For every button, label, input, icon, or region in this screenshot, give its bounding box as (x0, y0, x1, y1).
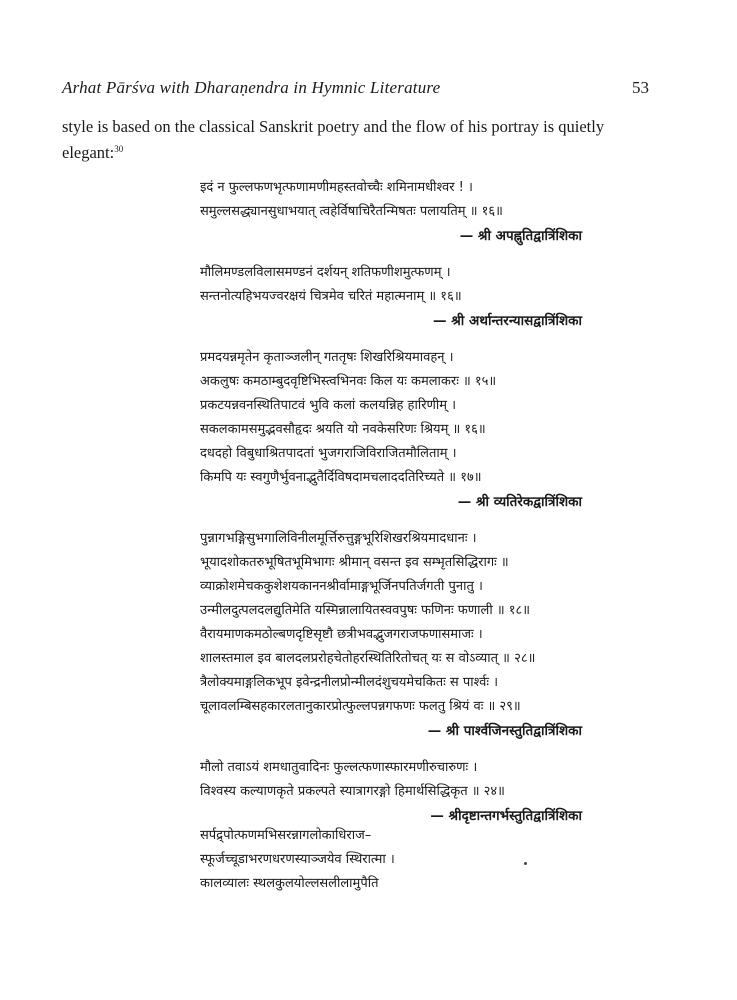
page-header (62, 78, 649, 102)
stanza-line: चूलावलम्बिसहकारलतानुकारप्रोत्फुल्लपन्नगफणः फलतु श्रियं वः ॥ २९॥ (200, 699, 521, 714)
intro-paragraph (62, 116, 662, 164)
stanza-line: सकलकामसमुद्भवसौहृदः श्रयति यो नवकेसरिणः श्रियम् ॥ १६॥ (200, 422, 486, 437)
stanza-line: इदं न फुल्लफणभृत्फणामणीमहस्तवोच्चैः शमिनामधीश्वर ! । (200, 180, 473, 195)
stanza-line: प्रमदयन्नमृतेन कृताञ्जलीन् गततृषः शिखरिश्रियमावहन् । (200, 350, 454, 365)
stanza-attribution: — श्री अर्थान्तरन्यासद्वात्रिंशिका (433, 313, 582, 329)
stanza-line: मौलिमण्डलविलासमण्डनं दर्शयन् शतिफणीशमुत्फणम् । (200, 265, 451, 280)
stanza-drishtantagarbha (200, 756, 620, 828)
stanza-arthantaranyasa (200, 261, 620, 333)
stanza-line: मौलो तवाऽयं शमधातुवादिनः फुल्लत्फणास्फारमणीरुचारुणः । (200, 760, 478, 775)
stanza-attribution: — श्रीदृष्टान्तगर्भस्तुतिद्वात्रिंशिका (430, 808, 582, 824)
stanza-line: किमपि यः स्वगुणैर्भुवनाद्भुतैर्दिविषदामचलाददतिरिच्यते ॥ १७॥ (200, 470, 482, 485)
stanza-line: त्रैलोक्यमाङ्गलिकभूप इवेन्द्रनीलप्रोन्मीलदंशुचयमेचकितः स पार्श्वः । (200, 675, 499, 690)
stanza-line: व्याक्रोशमेचककुशेशयकाननश्रीर्वामाङ्गभूर्जिनपतिर्जगती पुनातु । (200, 579, 483, 594)
page-number: 53 (632, 78, 649, 97)
stanza-line: वैरायमाणकमठोल्बणदृष्टिसृष्टौ छत्रीभवद्भुजगराजफणासमाजः । (200, 627, 483, 642)
stanza-attribution: — श्री व्यतिरेकद्वात्रिंशिका (457, 494, 582, 510)
stanza-line: कालव्यालः स्थलकुलयोल्लसलीलामुपैति (200, 876, 379, 891)
stanza-line: स्फूर्जच्चूडाभरणधरणस्याञ्जयेव स्थिरात्मा । (200, 852, 395, 867)
stanza-line: शालस्तमाल इव बालदलप्ररोहचेतोहरस्थितिरितोचत् यः स वोऽव्यात् ॥ २८॥ (200, 651, 536, 666)
stanza-line: अकलुषः कमठाम्बुदवृष्टिभिस्त्वभिनवः किल यः कमलाकरः ॥ १५॥ (200, 374, 497, 389)
stanza-line: सन्तनोत्यहिभयज्वरक्षयं चित्रमेव चरितं महात्मनाम् ॥ १६॥ (200, 289, 462, 304)
running-title: Arhat Pārśva with Dharaṇendra in Hymnic Literature (62, 78, 441, 97)
stanza-line: समुल्लसद्ध्यानसुधाभयात् त्वहेर्विषाचिरैतन्मिषतः पलायतिम् ॥ १६॥ (200, 204, 503, 219)
stanza-line: उन्मीलदुत्पलदलद्युतिमेति यस्मिन्नालायितस्ववपुषः फणिनः फणाली ॥ १८॥ (200, 603, 531, 618)
stanza-parshvajinastuti (200, 527, 620, 743)
stanza-line: पुन्नागभङ्गिसुभगालिविनीलमूर्त्तिरुत्तुङ्गभूरिशिखरश्रियमादधानः । (200, 531, 477, 546)
stanza-line: भूयादशोकतरुभूषितभूमिभागः श्रीमान् वसन्त इव सम्भृतसिद्धिरागः ॥ (200, 555, 509, 570)
stanza-continued (200, 824, 620, 896)
stanza-line: विश्वस्य कल्याणकृते प्रकल्पते स्यात्रागरङ्गो हिमार्थसिद्धिकृत ॥ २४॥ (200, 784, 505, 799)
stanza-line: प्रकटयन्नवनस्थितिपाटवं भुवि कलां कलयन्निह हारिणीम् । (200, 398, 457, 413)
stanza-list (200, 176, 620, 841)
stanza-attribution: — श्री पार्श्वजिनस्तुतिद्वात्रिंशिका (427, 723, 582, 739)
stanza-line: सर्पद्र्पोत्फणमभिसरन्नागलोकाधिराज– (200, 828, 372, 843)
stanza-attribution: — श्री अपह्नुतिद्वात्रिंशिका (459, 228, 582, 244)
intro-text: style is based on the classical Sanskrit poetry and the flow of his portray is quietly elegant: (62, 117, 605, 162)
stanza-apahnuti (200, 176, 620, 248)
stanza-vyatireka (200, 346, 620, 514)
print-speck (524, 862, 527, 865)
stanza-line: दधदहो विबुधाश्रितपादतां भुजगराजिविराजितमौलिताम् । (200, 446, 457, 461)
footnote-marker: 30 (114, 144, 124, 154)
